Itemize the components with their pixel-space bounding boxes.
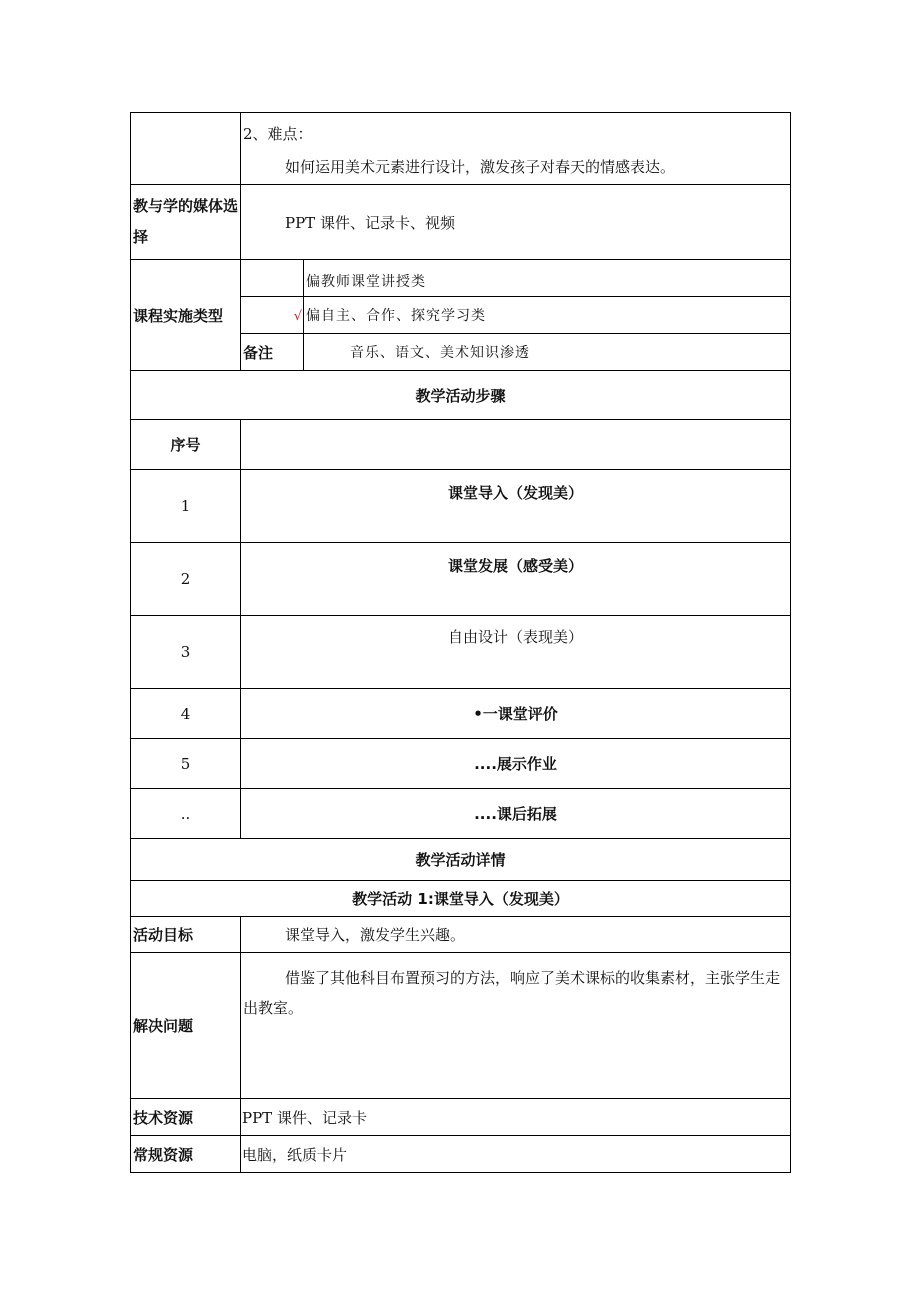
step-index: 4 — [131, 689, 241, 739]
course-type-option-row-1 — [131, 260, 791, 297]
regular-row — [131, 1136, 791, 1173]
difficulty-row — [131, 113, 791, 185]
step-row — [131, 470, 791, 543]
media-row — [131, 185, 791, 260]
note-label: 备注 — [241, 334, 304, 371]
col-content-header — [241, 420, 791, 470]
step-index: 3 — [131, 616, 241, 689]
problem-value: 借鉴了其他科目布置预习的方法，响应了美术课标的收集素材，主张学生走出教室。 — [241, 953, 791, 1099]
step-name: 自由设计（表现美） — [241, 616, 791, 689]
difficulty-label-cell — [131, 113, 241, 185]
media-label: 教与学的媒体选择 — [131, 185, 241, 260]
step-name: 课堂导入（发现美） — [241, 470, 791, 543]
step-row — [131, 689, 791, 739]
details-title-row — [131, 839, 791, 881]
activity-title-row — [131, 881, 791, 917]
details-title: 教学活动详情 — [131, 839, 791, 881]
tech-label: 技术资源 — [131, 1099, 241, 1136]
step-row — [131, 789, 791, 839]
steps-header-row — [131, 420, 791, 470]
check-mark-icon: √ — [293, 309, 302, 324]
course-type-option-1: 偏教师课堂讲授类 — [304, 260, 791, 297]
tech-row — [131, 1099, 791, 1136]
step-name: •一课堂评价 — [241, 689, 791, 739]
goal-label: 活动目标 — [131, 917, 241, 953]
step-row — [131, 616, 791, 689]
tech-value: PPT 课件、记录卡 — [241, 1099, 791, 1136]
difficulty-text: 如何运用美术元素进行设计，激发孩子对春天的情感表达。 — [285, 158, 676, 176]
step-name: ....展示作业 — [241, 739, 791, 789]
lesson-plan-page — [130, 112, 790, 1173]
step-name: ....课后拓展 — [241, 789, 791, 839]
problem-row — [131, 953, 791, 1099]
details-table — [130, 838, 791, 1173]
note-value: 音乐、语文、美术知识渗透 — [304, 334, 791, 371]
steps-table — [130, 370, 791, 839]
step-index: 5 — [131, 739, 241, 789]
col-index-header: 序号 — [131, 420, 241, 470]
steps-title: 教学活动步骤 — [131, 371, 791, 420]
course-type-option-2: 偏自主、合作、探究学习类 — [304, 297, 791, 334]
step-name: 课堂发展（感受美） — [241, 543, 791, 616]
media-value: PPT 课件、记录卡、视频 — [241, 185, 791, 260]
regular-label: 常规资源 — [131, 1136, 241, 1173]
activity-title: 教学活动 1:课堂导入（发现美） — [131, 881, 791, 917]
step-row — [131, 739, 791, 789]
step-index: 1 — [131, 470, 241, 543]
lesson-info-table — [130, 112, 791, 371]
regular-value: 电脑，纸质卡片 — [241, 1136, 791, 1173]
step-index: .. — [131, 789, 241, 839]
steps-title-row — [131, 371, 791, 420]
difficulty-cell — [241, 113, 791, 185]
problem-label: 解决问题 — [131, 953, 241, 1099]
step-row — [131, 543, 791, 616]
step-index: 2 — [131, 543, 241, 616]
difficulty-heading: 2、难点： — [243, 125, 313, 143]
goal-row — [131, 917, 791, 953]
course-type-mark-2 — [241, 297, 304, 334]
course-type-label: 课程实施类型 — [131, 260, 241, 371]
goal-value: 课堂导入，激发学生兴趣。 — [241, 917, 791, 953]
course-type-mark-1 — [241, 260, 304, 297]
